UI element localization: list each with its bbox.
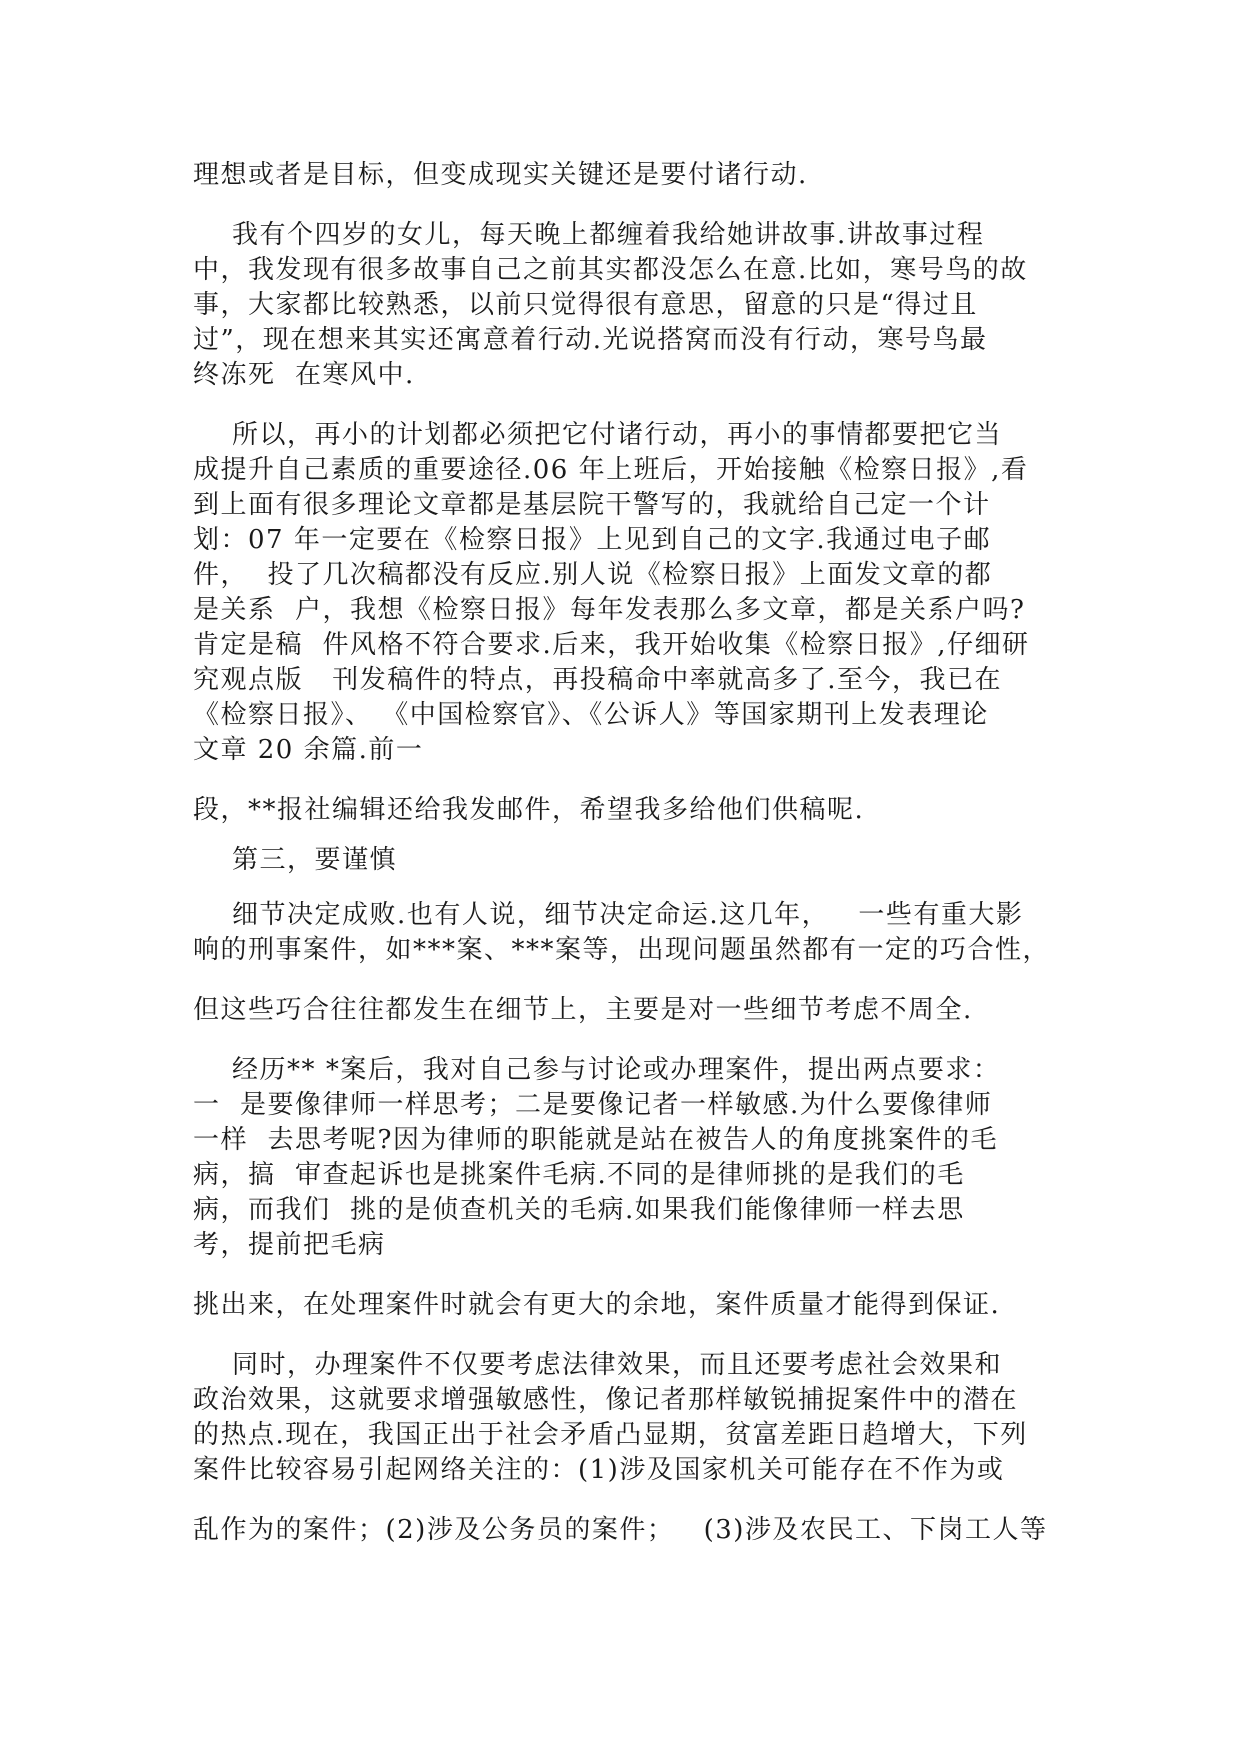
text-line: 的热点.现在，我国正出于社会矛盾凸显期，贫富差距日趋增大，下列 bbox=[193, 1420, 1028, 1450]
text-line: 政治效果，这就要求增强敏感性，像记者那样敏锐捕捉案件中的潜在 bbox=[193, 1385, 1019, 1415]
text-line: 事，大家都比较熟悉，以前只觉得很有意思，留意的只是“得过且 bbox=[193, 290, 978, 320]
text-line: 一样 去思考呢?因为律师的职能就是站在被告人的角度挑案件的毛 bbox=[193, 1125, 998, 1155]
text-line: 中，我发现有很多故事自己之前其实都没怎么在意.比如，寒号鸟的故 bbox=[193, 255, 1028, 285]
text-line: 同时，办理案件不仅要考虑法律效果，而且还要考虑社会效果和 bbox=[193, 1350, 1003, 1380]
text-line: 案件比较容易引起网络关注的：(1)涉及国家机关可能存在不作为或 bbox=[193, 1455, 1005, 1485]
text-line: 段，**报社编辑还给我发邮件，希望我多给他们供稿呢. bbox=[193, 795, 865, 825]
text-line: 乱作为的案件；(2)涉及公务员的案件； (3)涉及农民工、下岗工人等 bbox=[193, 1515, 1048, 1545]
text-line: 件， 投了几次稿都没有反应.别人说《检察日报》上面发文章的都 bbox=[193, 560, 993, 590]
text-line: 过”，现在想来其实还寓意着行动.光说搭窝而没有行动，寒号鸟最 bbox=[193, 325, 988, 355]
text-line: 划：07 年一定要在《检察日报》上见到自己的文字.我通过电子邮 bbox=[193, 525, 992, 555]
text-line: 但这些巧合往往都发生在细节上，主要是对一些细节考虑不周全. bbox=[193, 995, 973, 1025]
text-line: 响的刑事案件，如***案、***案等，出现问题虽然都有一定的巧合性， bbox=[193, 935, 1051, 965]
text-line: 终冻死 在寒风中. bbox=[193, 360, 415, 390]
text-line: 一 是要像律师一样思考；二是要像记者一样敏感.为什么要像律师 bbox=[193, 1090, 993, 1120]
text-line: 考，提前把毛病 bbox=[193, 1230, 386, 1260]
text-line: 病，而我们 挑的是侦查机关的毛病.如果我们能像律师一样去思 bbox=[193, 1195, 965, 1225]
text-line: 所以，再小的计划都必须把它付诸行动，再小的事情都要把它当 bbox=[193, 420, 1003, 450]
text-line: 肯定是稿 件风格不符合要求.后来，我开始收集《检察日报》,仔细研 bbox=[193, 630, 1030, 660]
text-line: 成提升自己素质的重要途径.06 年上班后，开始接触《检察日报》,看 bbox=[193, 455, 1029, 485]
section-heading: 第三，要谨慎 bbox=[193, 845, 398, 875]
text-line: 细节决定成败.也有人说，细节决定命运.这几年， 一些有重大影 bbox=[193, 900, 1024, 930]
text-line: 《检察日报》、 《中国检察官》、《公诉人》等国家期刊上发表理论 bbox=[193, 700, 989, 730]
text-line: 文章 20 余篇.前一 bbox=[193, 735, 424, 765]
text-line: 是关系 户，我想《检察日报》每年发表那么多文章，都是关系户吗? bbox=[193, 595, 1026, 625]
text-line: 挑出来，在处理案件时就会有更大的余地，案件质量才能得到保证. bbox=[193, 1290, 1001, 1320]
text-line: 到上面有很多理论文章都是基层院干警写的，我就给自己定一个计 bbox=[193, 490, 991, 520]
text-line: 经历** *案后，我对自己参与讨论或办理案件，提出两点要求： bbox=[193, 1055, 1001, 1085]
text-line: 理想或者是目标，但变成现实关键还是要付诸行动. bbox=[193, 160, 808, 190]
text-line: 究观点版 刊发稿件的特点，再投稿命中率就高多了.至今，我已在 bbox=[193, 665, 1003, 695]
text-line: 病，搞 审查起诉也是挑案件毛病.不同的是律师挑的是我们的毛 bbox=[193, 1160, 965, 1190]
text-line: 我有个四岁的女儿，每天晚上都缠着我给她讲故事.讲故事过程 bbox=[193, 220, 985, 250]
